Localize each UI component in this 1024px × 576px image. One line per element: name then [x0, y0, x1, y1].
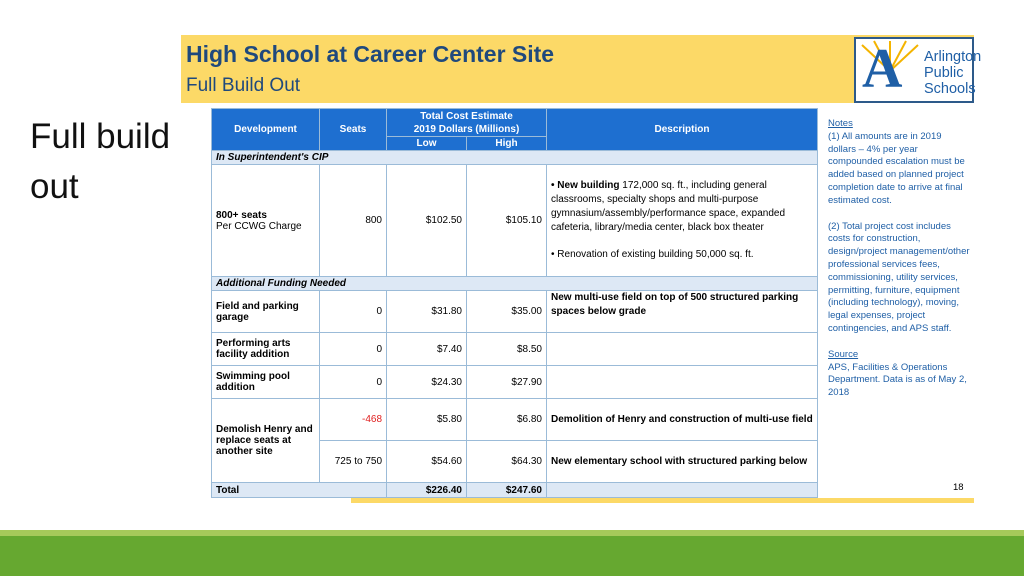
row-label: 800+ seats Per CCWG Charge — [212, 165, 320, 277]
row-low: $7.40 — [387, 333, 467, 366]
row-low: $102.50 — [387, 165, 467, 277]
row-high: $35.00 — [467, 291, 547, 333]
table-row — [212, 333, 818, 366]
notes-heading: Notes — [828, 118, 853, 129]
row-low: $31.80 — [387, 291, 467, 333]
aps-logo — [854, 37, 982, 103]
document-bottom-bar — [351, 498, 974, 503]
logo-letter: A — [862, 38, 903, 100]
row-high: $64.30 — [467, 441, 547, 483]
note-1: (1) All amounts are in 2019 dollars – 4% per year compounded escalation must be added based on planned project completion date to arrive at final estimated cost. — [828, 130, 965, 206]
row-seats: 0 — [320, 333, 387, 366]
row-high: $27.90 — [467, 366, 547, 399]
row-description: Demolition of Henry and construction of multi-use field — [547, 399, 818, 441]
row-low: $5.80 — [387, 399, 467, 441]
row-label: Field and parking garage — [212, 291, 320, 333]
footer-bar — [0, 536, 1024, 576]
row-low: $24.30 — [387, 366, 467, 399]
total-high: $247.60 — [467, 483, 547, 498]
row-low: $54.60 — [387, 441, 467, 483]
row-label: Demolish Henry and replace seats at another site — [212, 399, 320, 483]
table-row — [212, 291, 818, 333]
note-2: (2) Total project cost includes costs for construction, design/project management/other professional services fees, commissioning, utility services, permitting, furniture, equipment (including technology), moving, legal expenses, project contingencies, and APS staff. — [828, 220, 970, 334]
row-seats: 0 — [320, 366, 387, 399]
row-description: New multi-use field on top of 500 structured parking spaces below grade — [547, 291, 818, 333]
table-row — [212, 366, 818, 399]
row-description: • New building 172,000 sq. ft., including general classrooms, specialty shops and multi-purpose gymnasium/assembly/performance space, expanded cafeteria, library/media center, black box theater • Renovation of existing building 50,000 sq. ft. — [547, 165, 818, 277]
document-subtitle: Full Build Out — [186, 75, 301, 96]
row-seats: 0 — [320, 291, 387, 333]
document-title: High School at Career Center Site — [186, 41, 555, 67]
row-description — [547, 333, 818, 366]
source-text: APS, Facilities & Operations Department. Data is as of May 2, 2018 — [828, 361, 967, 399]
table-row — [212, 399, 818, 441]
header-description: Description — [547, 109, 818, 151]
total-row — [212, 483, 818, 498]
notes-panel — [828, 118, 970, 400]
total-description — [547, 483, 818, 498]
row-high: $105.10 — [467, 165, 547, 277]
embedded-document-image — [181, 35, 982, 503]
section-additional-funding: Additional Funding Needed — [212, 277, 818, 291]
row-label: Swimming pool addition — [212, 366, 320, 399]
row-high: $8.50 — [467, 333, 547, 366]
header-development: Development — [212, 109, 320, 151]
logo-text: Arlington Public Schools — [924, 49, 982, 97]
row-seats: 725 to 750 — [320, 441, 387, 483]
header-seats: Seats — [320, 109, 387, 151]
header-low: Low — [387, 137, 467, 151]
cost-estimate-table — [211, 108, 818, 498]
row-seats: -468 — [320, 399, 387, 441]
row-description: New elementary school with structured parking below — [547, 441, 818, 483]
row-label: Performing arts facility addition — [212, 333, 320, 366]
header-high: High — [467, 137, 547, 151]
row-high: $6.80 — [467, 399, 547, 441]
document-header — [181, 35, 982, 103]
slide-title: Full build out — [30, 117, 171, 206]
row-seats: 800 — [320, 165, 387, 277]
page-number: 18 — [953, 482, 964, 493]
section-superintendent-cip: In Superintendent's CIP — [212, 151, 818, 165]
header-cost: Total Cost Estimate 2019 Dollars (Millions) — [387, 109, 547, 137]
total-low: $226.40 — [387, 483, 467, 498]
row-description — [547, 366, 818, 399]
source-heading: Source — [828, 348, 859, 360]
table-row — [212, 165, 818, 277]
total-label: Total — [212, 483, 387, 498]
